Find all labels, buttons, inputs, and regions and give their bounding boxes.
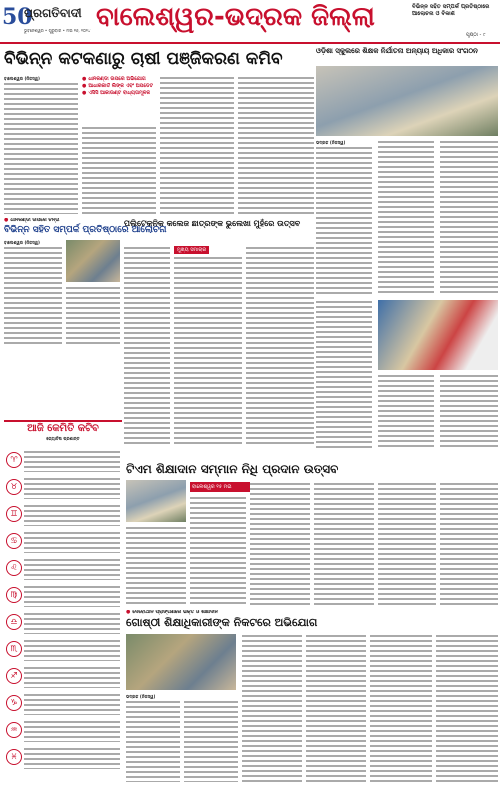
sec4-box: ବାଲେଶ୍ୱର ୧୫ ମଇ xyxy=(190,482,250,492)
sec5-column-2 xyxy=(184,700,238,782)
horoscope-text xyxy=(24,666,120,688)
lead-box-item: ● ଆଧାରକାର୍ଡ ଲିଙ୍କ ଏବଂ ଅପଡେଟ xyxy=(82,83,156,90)
zodiac-sign-icon: ♍ xyxy=(6,587,22,603)
horoscope-row xyxy=(4,610,122,637)
sec2-photo xyxy=(66,240,120,282)
page-number: ପୃଷ୍ଠା - ୯ xyxy=(466,32,486,38)
horoscope-text xyxy=(24,450,120,472)
horoscope-text xyxy=(24,585,120,607)
right-middle-story xyxy=(316,300,498,460)
horoscope-row xyxy=(4,583,122,610)
zodiac-sign-icon: ♊ xyxy=(6,506,22,522)
horoscope-text xyxy=(24,720,120,742)
sec3-column-3 xyxy=(246,246,314,446)
sec2-column-1 xyxy=(4,246,62,346)
sec4-column-2 xyxy=(190,496,246,606)
horoscope-title: ଆଜି କେମିତି କଟିବ xyxy=(27,423,99,434)
top-right-column-1 xyxy=(316,146,372,294)
masthead xyxy=(0,0,500,44)
top-right-column-3 xyxy=(440,140,498,294)
lead-story xyxy=(4,46,316,216)
sec5-column-5 xyxy=(370,634,432,782)
top-right-headline: ଓଡ଼ିଶା ସ୍କୁଲରେ ଶିକ୍ଷକ ନିର୍ଯାତନା ଅନ୍ୟାୟ ଅଧିକାର ସଂଗଠନ xyxy=(316,47,478,55)
horoscope-text xyxy=(24,531,120,553)
horoscope-byline: ଜ୍ୟୋତିଷ ପ୍ରଶାନ୍ତ xyxy=(46,436,80,441)
lead-box xyxy=(82,76,156,122)
lead-box-item: ● ଧାନକଣ୍ଡା ଉପରେ ଅଭିଯୋଗ xyxy=(82,76,156,83)
horoscope-text xyxy=(24,693,120,715)
date-line: ଭୁବନେଶ୍ୱର • ଗୁରୁବାର • ମଇ ୧୬, ୨୦୨୪ xyxy=(24,28,91,33)
lead-column-2 xyxy=(82,126,156,214)
top-right-story xyxy=(316,46,498,296)
sec3-tag: ମୁଖ୍ୟ ସମାଚାର xyxy=(174,246,209,254)
horoscope-text xyxy=(24,558,120,580)
section-three xyxy=(124,218,316,458)
zodiac-sign-icon: ♎ xyxy=(6,614,22,630)
zodiac-sign-icon: ♑ xyxy=(6,695,22,711)
sec2-kicker: ● ଧାନକଣ୍ଡା ଉପରେ ଚିନ୍ତା xyxy=(4,218,316,223)
lead-column-4 xyxy=(238,76,314,214)
sec5-headline: ଗୋଷ୍ଠୀ ଶିକ୍ଷାଧିକାରୀଙ୍କ ନିକଟରେ ଅଭିଯୋଗ xyxy=(126,616,318,629)
zodiac-sign-icon: ♏ xyxy=(6,641,22,657)
stage-photo xyxy=(378,300,498,370)
sec5-column-6 xyxy=(436,634,498,782)
sec4-column-4 xyxy=(314,482,374,606)
lead-column-1 xyxy=(4,82,78,214)
sec5-column-1 xyxy=(126,700,180,782)
horoscope-box xyxy=(4,420,122,788)
sec5-kicker: ● ଦେବୋଥାନ ପ୍ରାଙ୍ଗଣରେ ଭକ୍ତି ଓ ଶିକ୍ଷାଦାନ xyxy=(126,610,498,615)
sec2-dateline: ବାଲେଶ୍ୱର (ନିଜସ୍ୱ) xyxy=(4,240,40,245)
anniversary-number: 50 xyxy=(2,4,33,30)
sec4-column-5 xyxy=(378,482,436,606)
zodiac-sign-icon: ♋ xyxy=(6,533,22,549)
horoscope-row xyxy=(4,556,122,583)
horoscope-row xyxy=(4,502,122,529)
sec3-headline: ପଲିଟେକନିକ କଲେଜ ଛାତ୍ରଙ୍କ ଭୁଲେଖା ମୁହଁରେ ଉତ୍ସବ xyxy=(124,219,301,228)
horoscope-row xyxy=(4,637,122,664)
sec4-headline: ଟିଏମ ଶିକ୍ଷାଦାନ ସମ୍ମାନ ନିଧି ପ୍ରଦାନ ଉତ୍ସବ xyxy=(126,462,339,476)
sec2-column-2 xyxy=(66,286,120,346)
zodiac-sign-icon: ♐ xyxy=(6,668,22,684)
sec4-column-1 xyxy=(126,526,186,606)
lead-dateline: ବାଲେଶ୍ୱର (ନିଜସ୍ୱ) xyxy=(4,76,40,81)
sec3-column-1 xyxy=(124,246,170,446)
masthead-rule xyxy=(0,42,500,44)
horoscope-row xyxy=(4,691,122,718)
horoscope-row xyxy=(4,745,122,772)
top-right-dateline: ଭଦ୍ରକ (ନିଜସ୍ୱ) xyxy=(316,140,346,145)
horoscope-row xyxy=(4,448,122,475)
zodiac-sign-icon: ♉ xyxy=(6,479,22,495)
horoscope-text xyxy=(24,612,120,634)
side-note: ବିଭିନ୍ନ ସହିତ ସମ୍ପର୍କ ପ୍ରତିଷ୍ଠାରେ ଆଲୋଚନା ଓ ବିକାଶ xyxy=(412,4,490,17)
horoscope-row xyxy=(4,664,122,691)
sec4-column-6 xyxy=(440,482,498,606)
sec5-dateline: ଭଦ୍ରକ (ନିଜସ୍ୱ) xyxy=(126,694,156,699)
lead-box-item: ● ଏସିସି ଆକାଉଣ୍ଟ ବାଧ୍ୟତାମୂଳକ xyxy=(82,90,156,97)
sec4-photo xyxy=(126,480,186,522)
right-mid-column xyxy=(316,300,372,450)
horoscope-row xyxy=(4,475,122,502)
lead-column-3 xyxy=(160,76,234,214)
horoscope-text xyxy=(24,477,120,499)
zodiac-sign-icon: ♓ xyxy=(6,749,22,765)
sec4-column-3 xyxy=(250,482,310,606)
horoscope-text xyxy=(24,747,120,769)
horoscope-row xyxy=(4,529,122,556)
sec2-headline: ବିଭିନ୍ନ ସହିତ ସମ୍ପର୍କ ପ୍ରତିଷ୍ଠାରେ ଆଲୋଚନା xyxy=(4,225,167,235)
right-mid-column-3 xyxy=(440,374,498,450)
anniversary-logo xyxy=(2,4,33,34)
sec5-photo xyxy=(126,634,236,690)
horoscope-text xyxy=(24,504,120,526)
zodiac-sign-icon: ♌ xyxy=(6,560,22,576)
zodiac-list xyxy=(4,448,122,772)
lead-headline: ବିଭିନ୍ନ କଟକଣାରୁ ଚାଷୀ ପଞ୍ଜିକରଣ କମିବ xyxy=(4,49,283,69)
section-four xyxy=(126,460,498,608)
group-photo xyxy=(316,66,498,136)
sec5-column-3 xyxy=(242,634,302,782)
section-five xyxy=(126,610,498,784)
zodiac-sign-icon: ♈ xyxy=(6,452,22,468)
top-right-column-2 xyxy=(378,140,434,294)
sec3-column-2 xyxy=(174,256,242,446)
zodiac-sign-icon: ♒ xyxy=(6,722,22,738)
horoscope-row xyxy=(4,718,122,745)
right-mid-column-2 xyxy=(378,374,434,450)
paper-name: ପ୍ରଗତିବାଦୀ xyxy=(24,6,82,20)
sec5-column-4 xyxy=(306,634,366,782)
horoscope-text xyxy=(24,639,120,661)
edition-title: ବାଲେଶ୍ୱର-ଭଦ୍ରକ ଜିଲ୍ଲା xyxy=(96,2,375,32)
